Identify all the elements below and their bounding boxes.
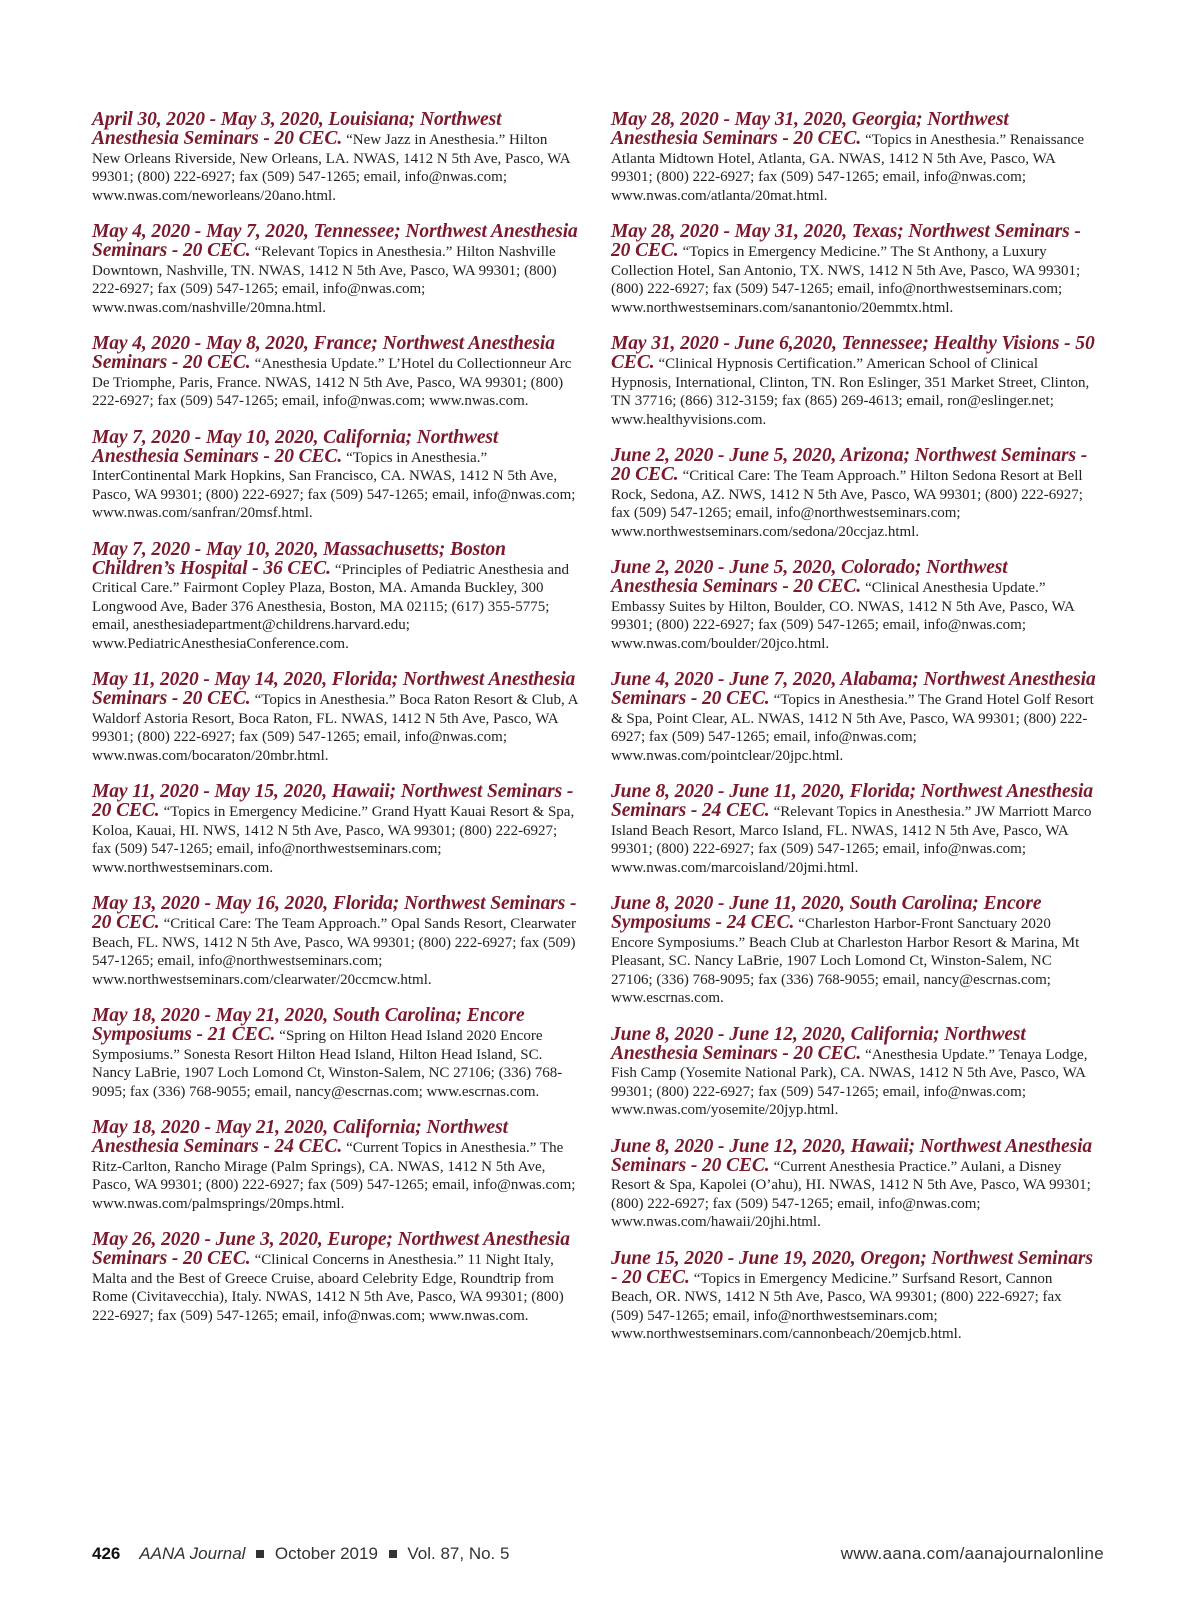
event-paragraph — [611, 447, 1097, 541]
event-heading: June 15, 2020 - June 19, 2020, Oregon; Northwest Seminars - 20 CEC. — [611, 1247, 1093, 1288]
event-paragraph — [92, 335, 578, 411]
event-heading: May 28, 2020 - May 31, 2020, Georgia; Northwest Anesthesia Seminars - 20 CEC. — [611, 109, 1009, 149]
event-listing — [611, 559, 1097, 653]
event-details: “New Jazz in Anesthesia.” Hilton New Orleans Riverside, New Orleans, LA. NWAS, 1412 N 5th Ave, Pasco, WA 99301; (800) 222-6927; fax (509) 547-1265; email, info@nwas.com; www.nwas.com/neworleans/20ano.html. — [92, 132, 570, 204]
event-details: “Clinical Concerns in Anesthesia.” 11 Night Italy, Malta and the Best of Greece Cruise, aboard Celebrity Edge, Roundtrip from Rome (Civitavecchia), Italy. NWAS, 1412 N 5th Ave, Pasco, WA 99301; (800) 222-6927; fax (509) 547-1265; email, info@nwas.com; www.nwas.com. — [92, 1252, 564, 1324]
event-heading: April 30, 2020 - May 3, 2020, Louisiana; Northwest Anesthesia Seminars - 20 CEC. — [92, 109, 502, 149]
event-details: “Topics in Anesthesia.” Boca Raton Resort & Club, A Waldorf Astoria Resort, Boca Raton, FL. NWAS, 1412 N 5th Ave, Pasco, WA 99301; (800) 222-6927; fax (509) 547-1265; email, info@nwas.com; www.nwas.com/bocaraton/20mbr.html. — [92, 692, 578, 764]
event-paragraph — [611, 335, 1097, 429]
journal-name: AANA Journal — [139, 1544, 246, 1563]
event-listing — [611, 783, 1097, 877]
event-heading: May 4, 2020 - May 7, 2020, Tennessee; Northwest Anesthesia Seminars - 20 CEC. — [92, 221, 578, 261]
issue-date: October 2019 — [274, 1544, 378, 1563]
event-paragraph — [611, 671, 1097, 765]
event-details: “Relevant Topics in Anesthesia.” JW Marriott Marco Island Beach Resort, Marco Island, FL. NWAS, 1412 N 5th Ave, Pasco, WA 99301; (800) 222-6927; fax (509) 547-1265; email, info@nwas.com; www.nwas.com/marcoisland/20jmi.html. — [611, 804, 1092, 876]
event-details: “Topics in Anesthesia.” The Grand Hotel Golf Resort & Spa, Point Clear, AL. NWAS, 1412 N 5th Ave, Pasco, WA 99301; (800) 222-6927; fax (509) 547-1265; email, info@nwas.com; www.nwas.com/pointclear/20jpc.html. — [611, 692, 1094, 764]
event-paragraph — [92, 783, 578, 877]
event-listing — [92, 1119, 578, 1213]
event-paragraph — [92, 1231, 578, 1325]
event-paragraph — [611, 111, 1097, 205]
event-details: “Clinical Anesthesia Update.” Embassy Suites by Hilton, Boulder, CO. NWAS, 1412 N 5th Ave, Pasco, WA 99301; (800) 222-6927; fax (509) 547-1265; email, info@nwas.com; www.nwas.com/boulder/20jco.html. — [611, 580, 1075, 652]
event-heading: May 11, 2020 - May 15, 2020, Hawaii; Northwest Seminars - 20 CEC. — [92, 781, 574, 821]
event-heading: May 7, 2020 - May 10, 2020, Massachusetts; Boston Children’s Hospital - 36 CEC. — [92, 538, 506, 579]
event-paragraph — [92, 671, 578, 765]
event-details: “Current Anesthesia Practice.” Aulani, a Disney Resort & Spa, Kapolei (O’ahu), HI. NWAS, 1412 N 5th Ave, Pasco, WA 99301; (800) 222-6927; fax (509) 547-1265; email, info@nwas.com; www.nwas.com/hawaii/20jhi.html. — [611, 1158, 1091, 1230]
event-heading: May 7, 2020 - May 10, 2020, California; Northwest Anesthesia Seminars - 20 CEC. — [92, 426, 499, 467]
event-paragraph — [92, 426, 578, 523]
event-listing — [92, 335, 578, 411]
page-number: 426 — [92, 1544, 121, 1563]
event-listing — [92, 895, 578, 989]
separator-square-icon — [389, 1550, 397, 1558]
event-details: “Clinical Hypnosis Certification.” American School of Clinical Hypnosis, International, Clinton, TN. Ron Eslinger, 351 Market Street, Clinton, TN 37716; (866) 312-3159; fax (865) 269-4613; email, ron@eslinger.net; www.healthyvisions.com. — [611, 356, 1090, 428]
event-details: “Topics in Emergency Medicine.” Grand Hyatt Kauai Resort & Spa, Koloa, Kauai, HI. NWS, 1412 N 5th Ave, Pasco, WA 99301; (800) 222-6927; fax (509) 547-1265; email, info@northwestseminars.com; www.northwestseminars.com. — [92, 804, 575, 876]
event-heading: May 26, 2020 - June 3, 2020, Europe; Northwest Anesthesia Seminars - 20 CEC. — [92, 1229, 570, 1269]
event-listing — [611, 447, 1097, 541]
event-paragraph — [92, 1007, 578, 1101]
event-details: “Current Topics in Anesthesia.” The Ritz-Carlton, Rancho Mirage (Palm Springs), CA. NWAS, 1412 N 5th Ave, Pasco, WA 99301; (800) 222-6927; fax (509) 547-1265; email, info@nwas.com; www.nwas.com/palmsprings/20mps.html. — [92, 1140, 576, 1212]
event-heading: June 8, 2020 - June 11, 2020, Florida; Northwest Anesthesia Seminars - 24 CEC. — [611, 781, 1094, 821]
event-listing — [92, 223, 578, 317]
event-listing — [92, 111, 578, 205]
event-paragraph — [611, 1135, 1097, 1232]
event-listing — [92, 1231, 578, 1325]
event-details: “Topics in Emergency Medicine.” Surfsand Resort, Cannon Beach, OR. NWS, 1412 N 5th Ave, Pasco, WA 99301; (800) 222-6927; fax (509) 547-1265; email, info@northwestseminars.com; www.northwestseminars.com/cannonbeach/20emjcb.html. — [611, 1270, 1062, 1342]
event-heading: June 8, 2020 - June 12, 2020, Hawaii; Northwest Anesthesia Seminars - 20 CEC. — [611, 1135, 1093, 1176]
journal-url[interactable]: www.aana.com/aanajournalonline — [840, 1544, 1104, 1563]
event-paragraph — [611, 223, 1097, 317]
page-footer — [92, 1544, 1104, 1568]
event-details: “Principles of Pediatric Anesthesia and Critical Care.” Fairmont Copley Plaza, Boston, MA. Amanda Buckley, 300 Longwood Ave, Bader 376 Anesthesia, Boston, MA 02115; (617) 355-5775; email, anesthesiadepartment@childrens.harvard.edu; www.PediatricAnesthesiaConference.com. — [92, 561, 570, 652]
event-heading: May 13, 2020 - May 16, 2020, Florida; Northwest Seminars - 20 CEC. — [92, 893, 577, 933]
left-column — [92, 111, 578, 1343]
event-details: “Topics in Anesthesia.” InterContinental Mark Hopkins, San Francisco, CA. NWAS, 1412 N 5th Ave, Pasco, WA 99301; (800) 222-6927; fax (509) 547-1265; email, info@nwas.com; www.nwas.com/sanfran/20msf.html. — [92, 449, 576, 521]
event-details: “Topics in Anesthesia.” Renaissance Atlanta Midtown Hotel, Atlanta, GA. NWAS, 1412 N 5th Ave, Pasco, WA 99301; (800) 222-6927; fax (509) 547-1265; email, info@nwas.com; www.nwas.com/atlanta/20mat.html. — [611, 132, 1085, 204]
event-paragraph — [92, 895, 578, 989]
event-paragraph — [92, 1119, 578, 1213]
event-listing — [611, 671, 1097, 765]
event-listing — [92, 426, 578, 523]
event-details: “Spring on Hilton Head Island 2020 Encore Symposiums.” Sonesta Resort Hilton Head Island, Hilton Head Island, SC. Nancy LaBrie, 1907 Loch Lomond Ct, Winston-Salem, NC 27106; (336) 768-9095; fax (336) 768-9055; email, nancy@escrnas.com; www.escrnas.com. — [92, 1028, 563, 1100]
event-listing — [611, 1247, 1097, 1344]
event-heading: May 11, 2020 - May 14, 2020, Florida; Northwest Anesthesia Seminars - 20 CEC. — [92, 669, 576, 709]
event-paragraph — [92, 538, 578, 654]
event-details: “Relevant Topics in Anesthesia.” Hilton Nashville Downtown, Nashville, TN. NWAS, 1412 N 5th Ave, Pasco, WA 99301; (800) 222-6927; fax (509) 547-1265; email, info@nwas.com; www.nwas.com/nashville/20mna.html. — [92, 244, 557, 316]
event-listing — [611, 111, 1097, 205]
event-heading: May 18, 2020 - May 21, 2020, South Carolina; Encore Symposiums - 21 CEC. — [92, 1005, 525, 1045]
event-paragraph — [611, 1023, 1097, 1120]
event-paragraph — [92, 111, 578, 205]
event-details: “Topics in Emergency Medicine.” The St Anthony, a Luxury Collection Hotel, San Antonio, TX. NWS, 1412 N 5th Ave, Pasco, WA 99301; (800) 222-6927; fax (509) 547-1265; email, info@northwestseminars.com; www.northwestseminars.com/sanantonio/20emmtx.html. — [611, 244, 1081, 316]
event-paragraph — [611, 1247, 1097, 1344]
event-details: “Charleston Harbor-Front Sanctuary 2020 Encore Symposiums.” Beach Club at Charleston Harbor Resort & Marina, Mt Pleasant, SC. Nancy LaBrie, 1907 Loch Lomond Ct, Winston-Salem, NC 27106; (336) 768-9095; fax (336) 768-9055; email, nancy@escrnas.com; www.escrnas.com. — [611, 916, 1080, 1006]
event-listing — [92, 1007, 578, 1101]
event-details: “Anesthesia Update.” Tenaya Lodge, Fish Camp (Yosemite National Park), CA. NWAS, 1412 N 5th Ave, Pasco, WA 99301; (800) 222-6927; fax (509) 547-1265; email, info@nwas.com; www.nwas.com/yosemite/20jyp.html. — [611, 1046, 1088, 1118]
event-listing — [611, 895, 1097, 1008]
event-paragraph — [92, 223, 578, 317]
event-listing — [611, 1135, 1097, 1232]
event-details: “Critical Care: The Team Approach.” Hilton Sedona Resort at Bell Rock, Sedona, AZ. NWS, 1412 N 5th Ave, Pasco, WA 99301; (800) 222-6927; fax (509) 547-1265; email, info@northwestseminars.com; www.northwestseminars.com/sedona/20ccjaz.html. — [611, 468, 1083, 540]
separator-square-icon — [256, 1550, 264, 1558]
event-listing — [611, 1023, 1097, 1120]
event-heading: May 28, 2020 - May 31, 2020, Texas; Northwest Seminars - 20 CEC. — [611, 221, 1081, 261]
event-details: “Critical Care: The Team Approach.” Opal Sands Resort, Clearwater Beach, FL. NWS, 1412 N 5th Ave, Pasco, WA 99301; (800) 222-6927; fax (509) 547-1265; email, info@northwestseminars.com; www.northwestseminars.com/clearwater/20ccmcw.html. — [92, 916, 577, 988]
event-paragraph — [611, 559, 1097, 653]
event-listing — [92, 783, 578, 877]
event-heading: May 4, 2020 - May 8, 2020, France; Northwest Anesthesia Seminars - 20 CEC. — [92, 333, 555, 373]
event-heading: May 31, 2020 - June 6,2020, Tennessee; Healthy Visions - 50 CEC. — [611, 333, 1095, 373]
event-heading: June 8, 2020 - June 12, 2020, California; Northwest Anesthesia Seminars - 20 CEC. — [611, 1023, 1026, 1064]
event-heading: June 2, 2020 - June 5, 2020, Arizona; Northwest Seminars - 20 CEC. — [611, 445, 1088, 485]
event-heading: June 4, 2020 - June 7, 2020, Alabama; Northwest Anesthesia Seminars - 20 CEC. — [611, 669, 1096, 709]
event-heading: June 8, 2020 - June 11, 2020, South Carolina; Encore Symposiums - 24 CEC. — [611, 893, 1042, 933]
event-details: “Anesthesia Update.” L’Hotel du Collectionneur Arc De Triomphe, Paris, France. NWAS, 1412 N 5th Ave, Pasco, WA 99301; (800) 222-6927; fax (509) 547-1265; email, info@nwas.com; www.nwas.com. — [92, 356, 572, 409]
event-listing — [611, 223, 1097, 317]
event-listing — [611, 335, 1097, 429]
volume-issue: Vol. 87, No. 5 — [407, 1544, 510, 1563]
event-paragraph — [611, 895, 1097, 1008]
event-listing — [92, 538, 578, 654]
event-heading: May 18, 2020 - May 21, 2020, California; Northwest Anesthesia Seminars - 24 CEC. — [92, 1117, 508, 1157]
right-column — [611, 111, 1097, 1362]
event-paragraph — [611, 783, 1097, 877]
event-listing — [92, 671, 578, 765]
event-heading: June 2, 2020 - June 5, 2020, Colorado; Northwest Anesthesia Seminars - 20 CEC. — [611, 557, 1008, 597]
